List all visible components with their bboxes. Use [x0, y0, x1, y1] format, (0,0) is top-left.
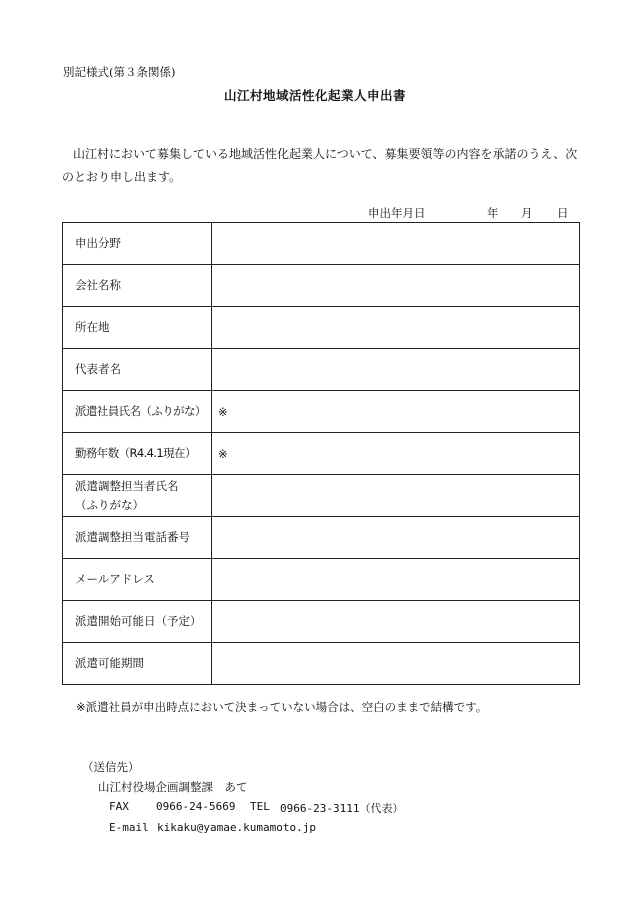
row-value-field[interactable]	[212, 559, 580, 601]
table-row	[63, 307, 580, 349]
row-value-field[interactable]	[212, 475, 580, 517]
row-label: 派遣社員氏名（ふりがな）	[63, 391, 212, 433]
row-label: 派遣調整担当電話番号	[63, 517, 212, 559]
row-label: 派遣可能期間	[63, 643, 212, 685]
row-value-field[interactable]	[212, 223, 580, 265]
row-label: 派遣開始可能日（予定）	[63, 601, 212, 643]
date-month: 月	[521, 206, 533, 220]
email-label: E-mail	[109, 821, 149, 834]
table-row	[63, 475, 580, 517]
row-label-line-2: （ふりがな）	[75, 497, 144, 512]
send-to-department: 山江村役場企画調整課 あて	[98, 780, 248, 794]
intro-line-2: のとおり申し出ます。	[62, 170, 182, 184]
document-title: 山江村地域活性化起業人申出書	[223, 88, 406, 103]
send-to-heading: （送信先）	[82, 760, 140, 774]
table-row	[63, 223, 580, 265]
table-row	[63, 517, 580, 559]
row-value-field[interactable]	[212, 349, 580, 391]
row-label: 会社名称	[63, 265, 212, 307]
email-link[interactable]: kikaku@yamae.kumamoto.jp	[157, 821, 316, 834]
table-row	[63, 643, 580, 685]
date-day: 日	[557, 206, 569, 220]
application-form-table	[62, 222, 580, 685]
date-label: 申出年月日	[368, 206, 426, 220]
table-row	[63, 265, 580, 307]
date-year: 年	[487, 206, 499, 220]
row-value-field[interactable]	[212, 643, 580, 685]
row-label: メールアドレス	[63, 559, 212, 601]
row-value-field[interactable]	[212, 307, 580, 349]
row-value-field[interactable]: ※	[212, 391, 580, 433]
table-row	[63, 391, 580, 433]
table-row	[63, 349, 580, 391]
row-value-field[interactable]	[212, 601, 580, 643]
row-label-line-1: 派遣調整担当者氏名	[75, 478, 179, 493]
row-value-field[interactable]	[212, 517, 580, 559]
intro-line-1: 山江村において募集している地域活性化起業人について、募集要領等の内容を承諾のうえ、次	[73, 147, 578, 161]
row-label: 申出分野	[63, 223, 212, 265]
form-style-note: 別記様式(第３条関係)	[63, 65, 176, 79]
row-label: 代表者名	[63, 349, 212, 391]
row-value-field[interactable]	[212, 265, 580, 307]
tel-number: 0966-23-3111（代表）	[280, 802, 404, 815]
tel-label: TEL	[250, 800, 270, 813]
row-label	[63, 475, 212, 517]
row-label: 勤務年数（R4.4.1現在）	[63, 433, 212, 475]
table-row	[63, 433, 580, 475]
fax-number: 0966-24-5669	[156, 800, 236, 813]
row-value-field[interactable]: ※	[212, 433, 580, 475]
row-label: 所在地	[63, 307, 212, 349]
table-row	[63, 559, 580, 601]
footnote: ※派遣社員が申出時点において決まっていない場合は、空白のままで結構です。	[76, 700, 488, 714]
table-row	[63, 601, 580, 643]
fax-label: FAX	[109, 800, 129, 813]
